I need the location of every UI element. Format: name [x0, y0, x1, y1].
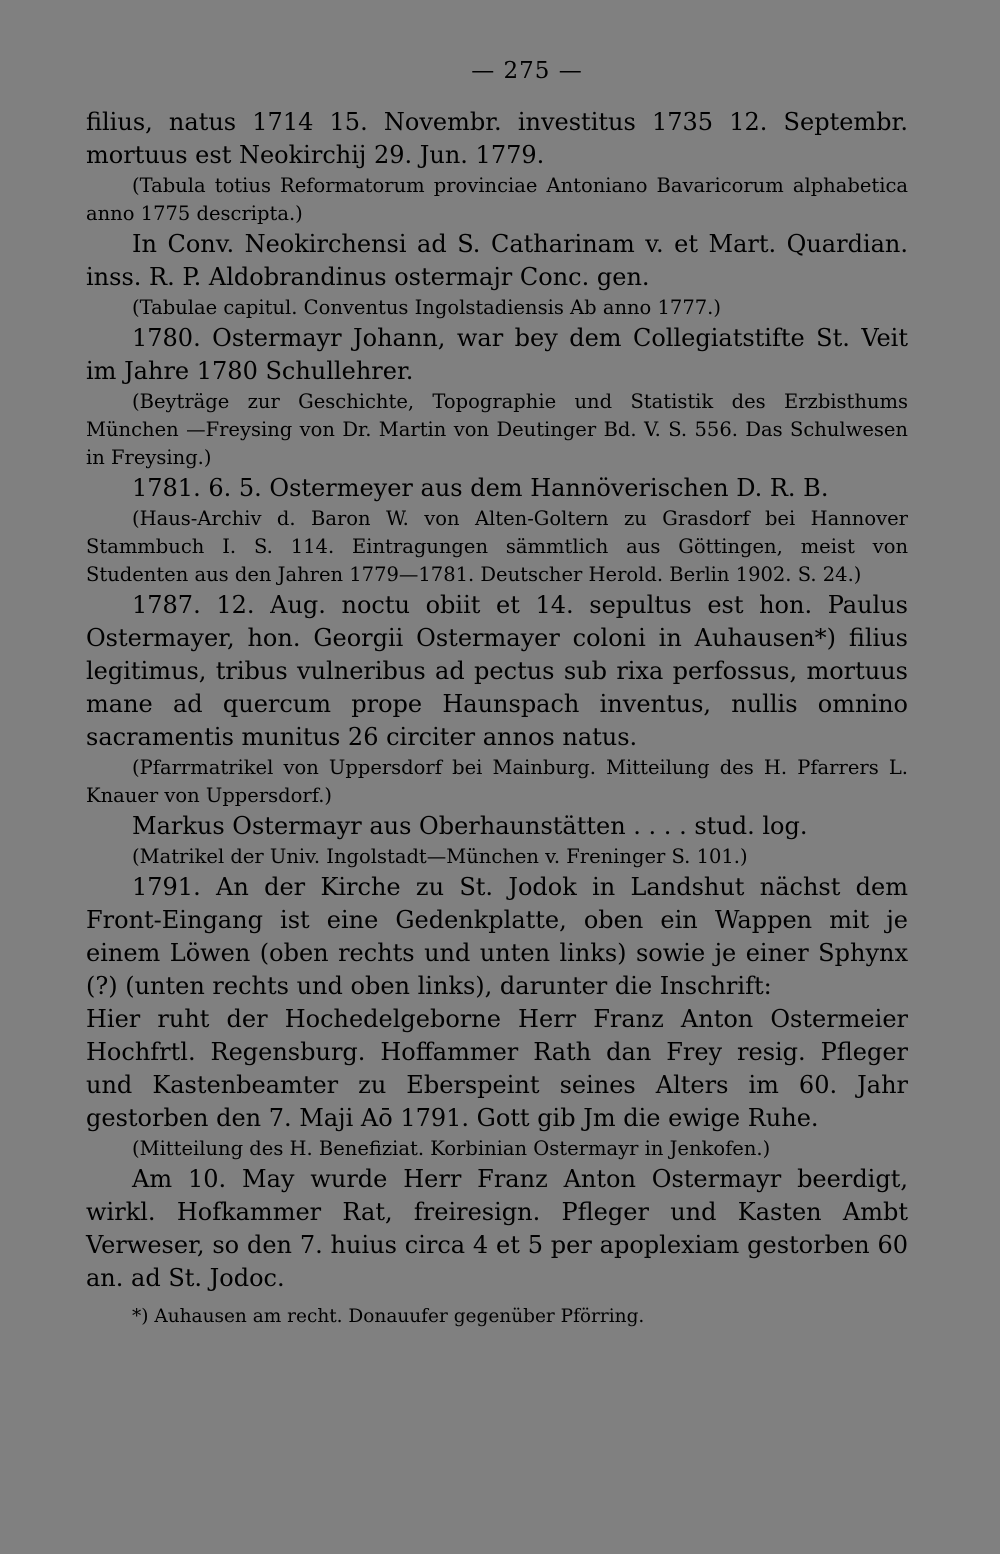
- document-page: [86, 58, 908, 1331]
- text-block-l12: (Matrikel der Univ. Ingolstadt—München v. Freninger S. 101.): [132, 845, 748, 868]
- text-block-l02: (Tabula totius Reformatorum provinciae Antoniano Bavaricorum alphabetica anno 1775 descripta.): [86, 174, 908, 225]
- page-number: — 275 —: [471, 58, 583, 84]
- text-block-l16: Am 10. May wurde Herr Franz Anton Ostermayr beerdigt, wirkl. Hofkammer Rat, freiresign. Pfleger und Kasten Ambt Verweser, so den 7. huius circa 4 et 5 per apoplexiam gestorben 60 an. ad St. Jodoc.: [86, 1165, 908, 1292]
- text-block-l15: (Mitteilung des H. Benefiziat. Korbinian Ostermayr in Jenkofen.): [132, 1137, 771, 1160]
- text-block-l13: 1791. An der Kirche zu St. Jodok in Landshut nächst dem Front-Eingang ist eine Gedenkplatte, oben ein Wappen mit je einem Löwen (oben rechts und unten links) sowie je einer Sphynx (?) (unten rechts und oben links), darunter die Inschrift:: [86, 873, 908, 1000]
- text-block-l10: (Pfarrmatrikel von Uppersdorf bei Mainburg. Mitteilung des H. Pfarrers L. Knauer von Uppersdorf.): [86, 756, 908, 807]
- text-block-l06: (Beyträge zur Geschichte, Topographie und Statistik des Erzbisthums München —Freysing von Dr. Martin von Deutinger Bd. V. S. 556. Das Schulwesen in Freysing.): [86, 390, 908, 469]
- text-block-l11: Markus Ostermayr aus Oberhaunstätten . . . . stud. log.: [132, 812, 808, 840]
- body-text: [86, 106, 908, 1295]
- text-block-l03: In Conv. Neokirchensi ad S. Catharinam v. et Mart. Quardian. inss. R. P. Aldobrandinus ostermajr Conc. gen.: [86, 230, 908, 291]
- footnote: *) Auhausen am recht. Donauufer gegenüber Pförring.: [132, 1306, 645, 1327]
- text-block-l07: 1781. 6. 5. Ostermeyer aus dem Hannöverischen D. R. B.: [132, 474, 829, 502]
- text-block-l01: filius, natus 1714 15. Novembr. investitus 1735 12. Septembr. mortuus est Neokirchij 29. Jun. 1779.: [86, 108, 908, 169]
- text-block-l14: Hier ruht der Hochedelgeborne Herr Franz Anton Ostermeier Hochfrtl. Regensburg. Hoffammer Rath dan Frey resig. Pfleger und Kastenbeamter zu Eberspeint seines Alters im 60. Jahr gestorben den 7. Maji Aō 1791. Gott gib Jm die ewige Ruhe.: [86, 1005, 908, 1132]
- text-block-l08: (Haus-Archiv d. Baron W. von Alten-Goltern zu Grasdorf bei Hannover Stammbuch I. S. 114. Eintragungen sämmtlich aus Göttingen, meist von Studenten aus den Jahren 1779—1781. Deutscher Herold. Berlin 1902. S. 24.): [86, 507, 908, 586]
- text-block-l05: 1780. Ostermayr Johann, war bey dem Collegiatstifte St. Veit im Jahre 1780 Schullehrer.: [86, 324, 908, 385]
- text-block-l09: 1787. 12. Aug. noctu obiit et 14. sepultus est hon. Paulus Ostermayer, hon. Georgii Ostermayer coloni in Auhausen*) filius legitimus, tribus vulneribus ad pectus sub rixa perfossus, mortuus mane ad quercum prope Haunspach inventus, nullis omnino sacramentis munitus 26 circiter annos natus.: [86, 591, 908, 751]
- text-block-l04: (Tabulae capitul. Conventus Ingolstadiensis Ab anno 1777.): [132, 296, 721, 319]
